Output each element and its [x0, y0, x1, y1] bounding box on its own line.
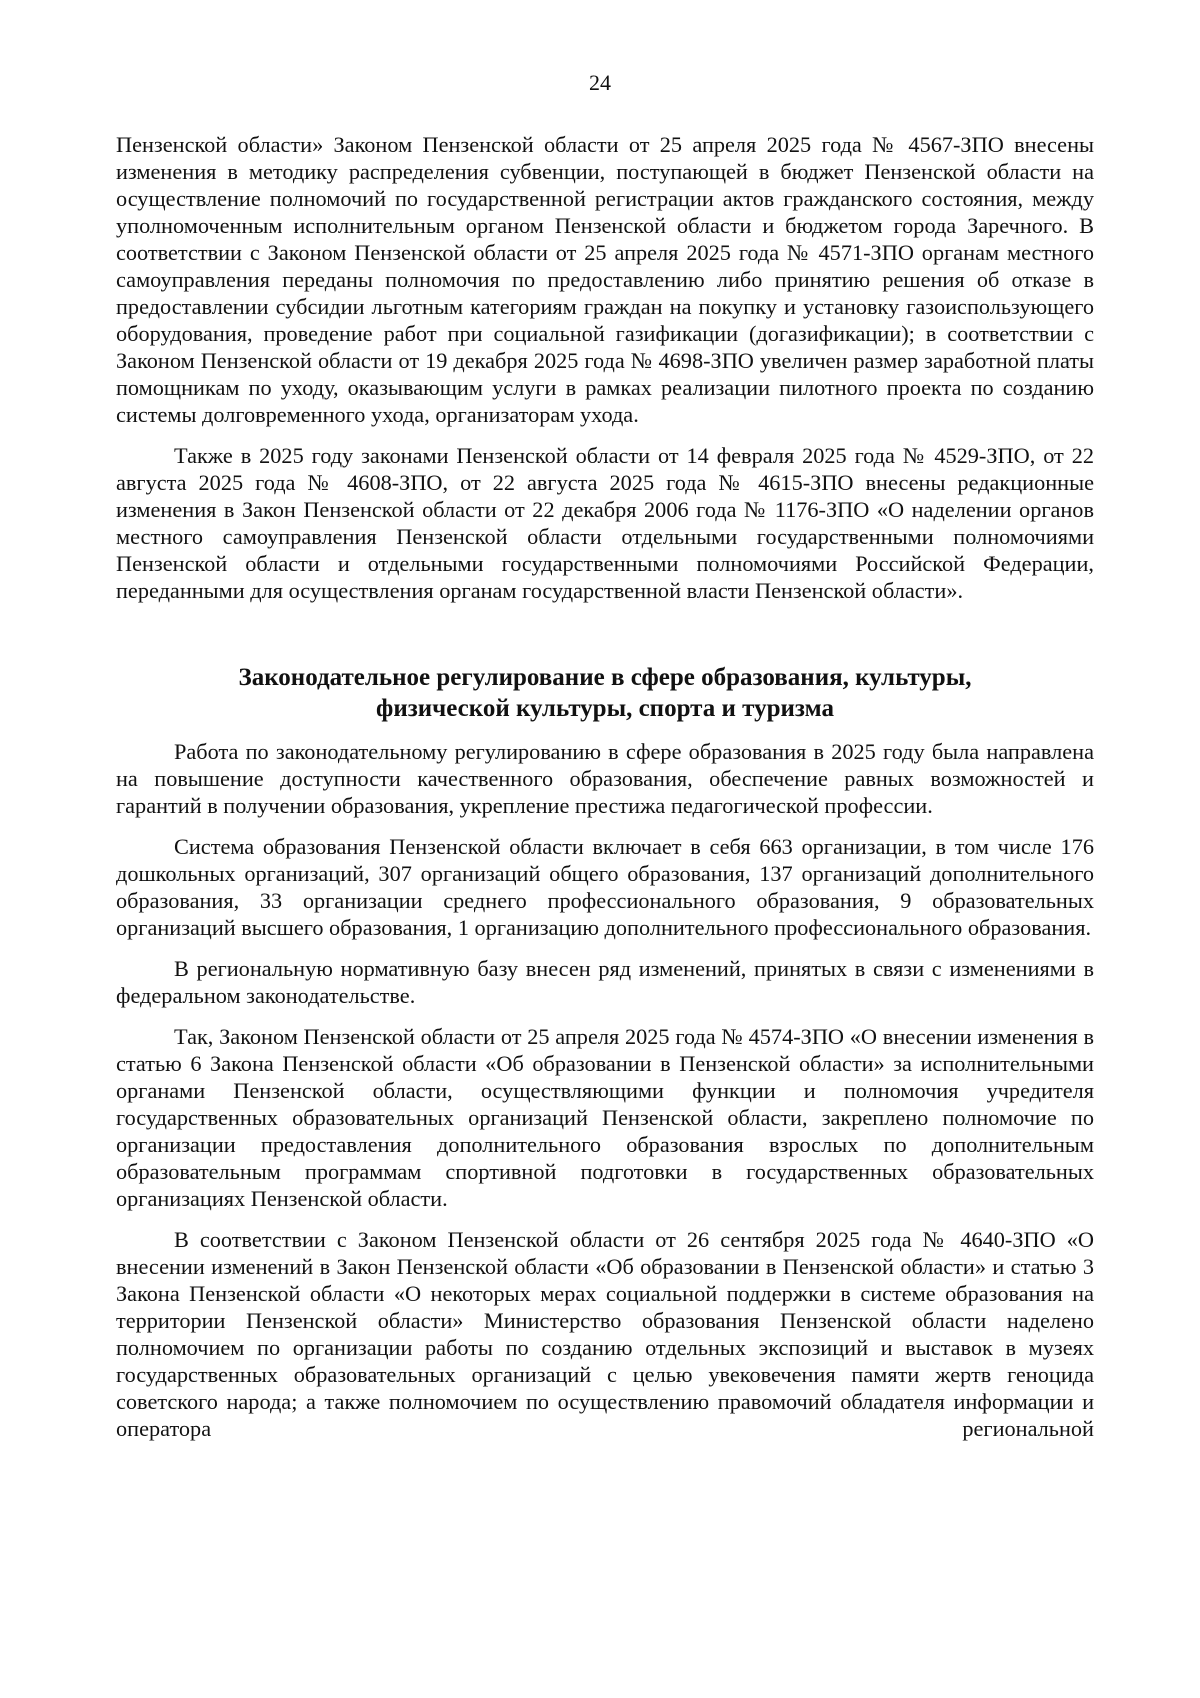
paragraph-continuation: Пензенской области» Законом Пензенской области от 25 апреля 2025 года № 4567-ЗПО внесены изменения в методику распределения субвенции, поступающей в бюджет Пензенской области на осуществление полномочий по государственной регистрации актов гражданского состояния, между уполномоченным исполнительным органом Пензенской области и бюджетом города Заречного. В соответствии с Законом Пензенской области от 25 апреля 2025 года № 4571-ЗПО органам местного самоуправления переданы полномочия по предоставлению либо принятию решения об отказе в предоставлении субсидии льготным категориям граждан на покупку и установку газоиспользующего оборудования, проведение работ при социальной газификации (догазификации); в соответствии с Законом Пензенской области от 19 декабря 2025 года № 4698-ЗПО увеличен размер заработной платы помощникам по уходу, оказывающим услуги в рамках реализации пилотного проекта по созданию системы долговременного ухода, организаторам ухода.	[116, 132, 1094, 427]
page-number: 24	[589, 70, 611, 95]
paragraph: Работа по законодательному регулированию в сфере образования в 2025 году была направлена на повышение доступности качественного образования, обеспечение равных возможностей и гарантий в получении образования, укрепление престижа педагогической профессии.	[116, 739, 1094, 818]
paragraph-continues-next-page: В соответствии с Законом Пензенской области от 26 сентября 2025 года № 4640-ЗПО «О внесении изменений в Закон Пензенской области «Об образовании в Пензенской области» и статью 3 Закона Пензенской области «О некоторых мерах социальной поддержки в системе образования на территории Пензенской области» Министерство образования Пензенской области наделено полномочием по организации работы по созданию отдельных экспозиций и выставок в музеях государственных образовательных организаций с целью увековечения памяти жертв геноцида советского народа; а также полномочием по осуществлению правомочий обладателя информации и оператора региональной	[116, 1227, 1094, 1441]
paragraph: Система образования Пензенской области включает в себя 663 организации, в том числе 176 дошкольных организаций, 307 организаций общего образования, 137 организаций дополнительного образования, 33 организации среднего профессионального образования, 9 образовательных организаций высшего образования, 1 организацию дополнительного профессионального образования.	[116, 834, 1094, 940]
section-heading	[116, 662, 1094, 724]
document-body	[116, 131, 1094, 1456]
paragraph: Так, Законом Пензенской области от 25 апреля 2025 года № 4574-ЗПО «О внесении изменения в статью 6 Закона Пензенской области «Об образовании в Пензенской области» за исполнительными органами Пензенской области, осуществляющими функции и полномочия учредителя государственных образовательных организаций Пензенской области, закреплено полномочие по организации предоставления дополнительного образования взрослых по дополнительным образовательным программам спортивной подготовки в государственных образовательных организациях Пензенской области.	[116, 1024, 1094, 1211]
section-heading-line-1: Законодательное регулирование в сфере образования, культуры,	[238, 664, 972, 691]
section-heading-line-2: физической культуры, спорта и туризма	[376, 695, 834, 722]
paragraph: Также в 2025 году законами Пензенской области от 14 февраля 2025 года № 4529-ЗПО, от 22 августа 2025 года № 4608-ЗПО, от 22 августа 2025 года № 4615-ЗПО внесены редакционные изменения в Закон Пензенской области от 22 декабря 2006 года № 1176-ЗПО «О наделении органов местного самоуправления Пензенской области отдельными государственными полномочиями Пензенской области и отдельными государственными полномочиями Российской Федерации, переданными для осуществления органам государственной власти Пензенской области».	[116, 443, 1094, 603]
paragraph: В региональную нормативную базу внесен ряд изменений, принятых в связи с изменениями в федеральном законодательстве.	[116, 956, 1094, 1008]
